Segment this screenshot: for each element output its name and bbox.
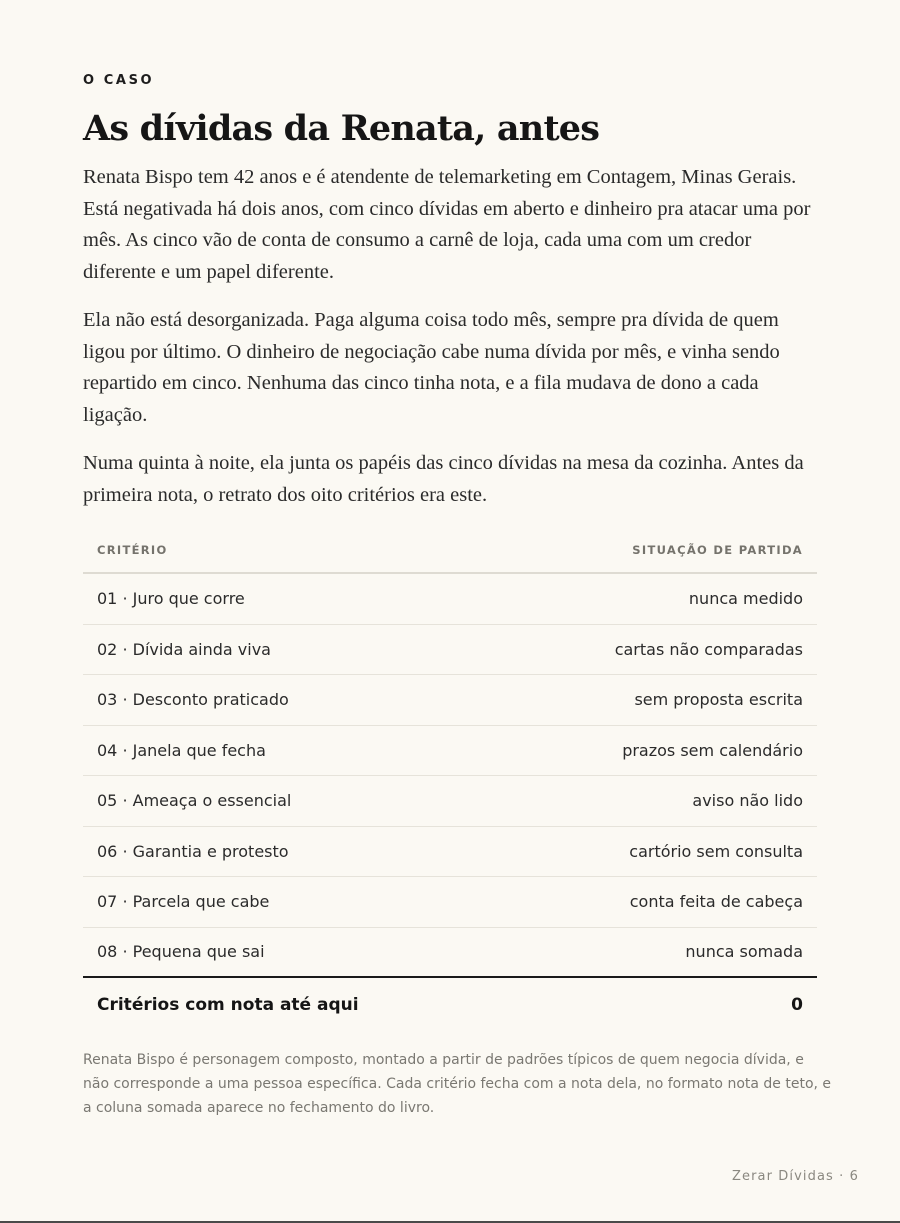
total-label: Critérios com nota até aqui: [97, 995, 359, 1015]
paragraph-intro: Renata Bispo tem 42 anos e é atendente de telemarketing em Contagem, Minas Gerais. Está negativada há dois anos, com cinco dívidas em aberto e dinheiro pra atacar uma por mês. As cinco vão de conta de consumo a carnê de loja, cada uma com um credor diferente e um papel diferente.: [83, 166, 811, 284]
paragraph-context: Ela não está desorganizada. Paga alguma coisa todo mês, sempre pra dívida de quem ligou por último. O dinheiro de negociação cabe numa dívida por mês, e vinha sendo repartido em cinco. Nenhuma das cinco tinha nota, e a fila mudava de dono a cada ligação.: [83, 309, 780, 427]
row-criterion: 07 · Parcela que cabe: [97, 892, 270, 912]
row-status: nunca somada: [685, 942, 803, 962]
criteria-table: [83, 527, 817, 1032]
row-status: sem proposta escrita: [634, 690, 803, 710]
page-title: As dívidas da Renata, antes: [83, 108, 600, 149]
disclaimer-note: Renata Bispo é personagem composto, montado a partir de padrões típicos de quem negocia dívida, e não corresponde a uma pessoa específica. Cada critério fecha com a nota dela, no formato nota de teto, e a coluna somada aparece no fechamento do livro.: [83, 1052, 832, 1116]
footer-page-number: 6: [849, 1169, 859, 1184]
row-status: conta feita de cabeça: [629, 892, 803, 912]
table-row: [83, 928, 817, 979]
page-footer: [732, 1169, 859, 1184]
table-total-row: [83, 978, 817, 1032]
row-status: prazos sem calendário: [622, 740, 803, 760]
table-row: [83, 776, 817, 827]
total-value: 0: [791, 995, 803, 1015]
table-row: [83, 675, 817, 726]
row-status: nunca medido: [688, 589, 803, 609]
header-status: SITUAÇÃO DE PARTIDA: [632, 542, 803, 557]
table-row: [83, 726, 817, 777]
table-row: [83, 877, 817, 928]
row-status: cartório sem consulta: [629, 841, 803, 861]
paragraph-lead-in: Numa quinta à noite, ela junta os papéis das cinco dívidas na mesa da cozinha. Antes da primeira nota, o retrato dos oito critérios era este.: [83, 452, 804, 506]
row-criterion: 08 · Pequena que sai: [97, 942, 265, 962]
row-criterion: 01 · Juro que corre: [97, 589, 245, 609]
row-criterion: 06 · Garantia e protesto: [97, 841, 289, 861]
row-status: cartas não comparadas: [614, 639, 803, 659]
table-header: [83, 527, 817, 574]
row-criterion: 04 · Janela que fecha: [97, 740, 266, 760]
table-row: [83, 625, 817, 676]
section-eyebrow: O CASO: [83, 73, 155, 88]
row-criterion: 02 · Dívida ainda viva: [97, 639, 271, 659]
row-status: aviso não lido: [692, 791, 803, 811]
row-criterion: 03 · Desconto praticado: [97, 690, 289, 710]
footer-book-title: Zerar Dívidas: [732, 1169, 834, 1184]
row-criterion: 05 · Ameaça o essencial: [97, 791, 292, 811]
table-row: [83, 574, 817, 625]
footer-separator: ·: [839, 1169, 845, 1184]
header-criterion: CRITÉRIO: [97, 542, 168, 557]
table-row: [83, 827, 817, 878]
